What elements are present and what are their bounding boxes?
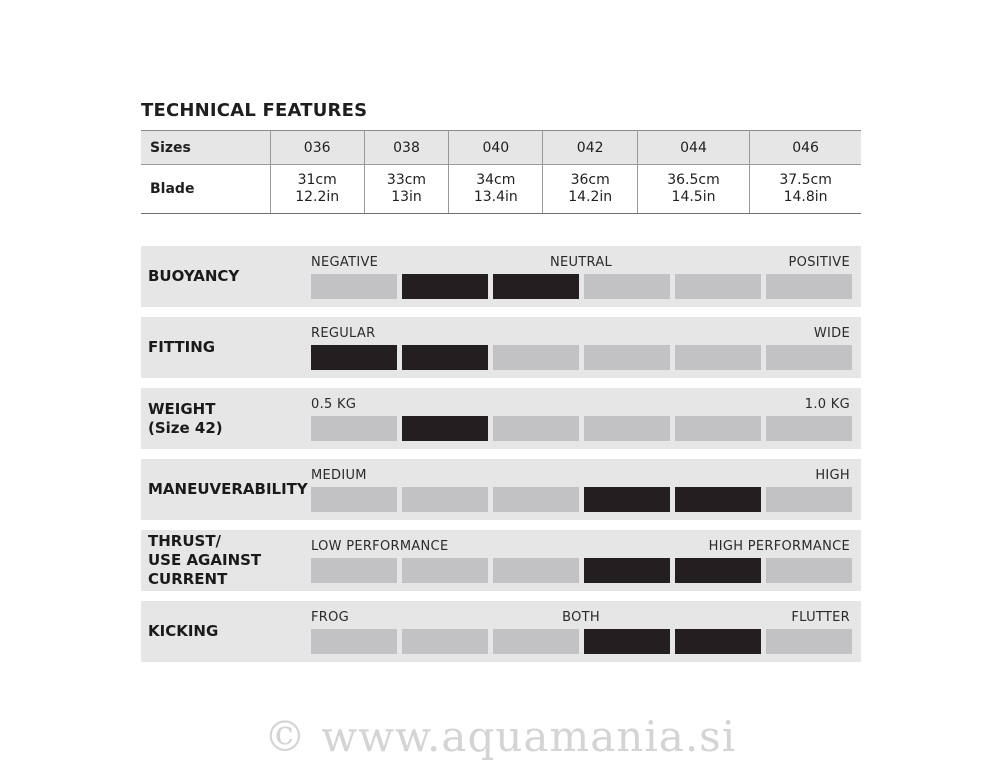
rating-scale <box>311 558 853 583</box>
feature-thrust <box>141 530 861 591</box>
watermark: © www.aquamania.si <box>263 712 737 761</box>
feature-label: THRUST/ USE AGAINST CURRENT <box>148 532 262 588</box>
rating-segment-empty <box>493 487 579 512</box>
blade-in: 14.8in <box>783 189 828 205</box>
rating-segment-filled <box>402 416 488 441</box>
scale-label-left: LOW PERFORMANCE <box>311 539 449 554</box>
blade-cm: 31cm <box>297 172 337 188</box>
rating-segment-filled <box>584 558 670 583</box>
rating-segment-empty <box>311 274 397 299</box>
rating-segment-empty <box>675 274 761 299</box>
rating-segment-empty <box>584 274 670 299</box>
rating-segment-filled <box>675 487 761 512</box>
feature-kicking <box>141 601 861 662</box>
blade-in: 14.5in <box>671 189 716 205</box>
rating-scale <box>311 274 853 299</box>
rating-segment-filled <box>584 629 670 654</box>
rating-segment-empty <box>675 416 761 441</box>
rating-segment-filled <box>402 345 488 370</box>
rating-segment-empty <box>493 345 579 370</box>
page-title: TECHNICAL FEATURES <box>141 100 368 121</box>
scale-label-right: POSITIVE <box>788 255 850 270</box>
rating-segment-filled <box>584 487 670 512</box>
blade-in: 14.2in <box>568 189 613 205</box>
blade-cell <box>449 165 543 214</box>
feature-fitting <box>141 317 861 378</box>
blade-cell <box>270 165 364 214</box>
feature-weight <box>141 388 861 449</box>
rating-scale <box>311 345 853 370</box>
scale-label-left: FROG <box>311 610 350 625</box>
rating-segment-empty <box>584 345 670 370</box>
rating-segment-empty <box>584 416 670 441</box>
rating-segment-empty <box>766 274 852 299</box>
rating-segment-empty <box>311 487 397 512</box>
rating-segment-filled <box>675 558 761 583</box>
rating-scale <box>311 487 853 512</box>
rating-segment-empty <box>493 558 579 583</box>
blade-row <box>141 165 861 214</box>
blade-cm: 37.5cm <box>779 172 832 188</box>
rating-segment-empty <box>311 629 397 654</box>
rating-segment-empty <box>402 629 488 654</box>
scale-label-center-text: NEUTRAL <box>549 255 613 270</box>
scale-label-right: HIGH PERFORMANCE <box>708 539 850 554</box>
rating-segment-empty <box>766 416 852 441</box>
rating-segment-empty <box>675 345 761 370</box>
feature-label: MANEUVERABILITY <box>148 480 308 498</box>
rating-segment-empty <box>311 558 397 583</box>
size-cell: 044 <box>637 131 749 165</box>
blade-cm: 33cm <box>386 172 427 188</box>
rating-segment-empty <box>493 416 579 441</box>
blade-row-label: Blade <box>141 165 270 214</box>
rating-segment-empty <box>766 345 852 370</box>
rating-segment-empty <box>766 487 852 512</box>
size-cell: 046 <box>750 131 861 165</box>
feature-label: KICKING <box>148 622 219 640</box>
size-cell: 038 <box>364 131 448 165</box>
blade-cm: 36.5cm <box>667 172 720 188</box>
blade-in: 13in <box>391 189 422 205</box>
rating-segment-empty <box>311 416 397 441</box>
technical-features-table <box>141 130 861 214</box>
rating-segment-empty <box>766 629 852 654</box>
rating-segment-filled <box>493 274 579 299</box>
scale-label-left: MEDIUM <box>311 468 367 483</box>
size-cell: 042 <box>543 131 637 165</box>
blade-cm: 36cm <box>570 172 610 188</box>
blade-cell <box>543 165 637 214</box>
scale-label-left: 0.5 KG <box>311 397 357 412</box>
scale-label-right: WIDE <box>813 326 850 341</box>
feature-label: WEIGHT (Size 42) <box>148 399 223 437</box>
rating-segment-filled <box>675 629 761 654</box>
blade-cm: 34cm <box>476 172 516 188</box>
rating-segment-filled <box>402 274 488 299</box>
scale-label-right: HIGH <box>815 468 850 483</box>
size-cell: 040 <box>449 131 543 165</box>
blade-in: 13.4in <box>473 189 518 205</box>
feature-label: FITTING <box>148 338 216 356</box>
sizes-row-label: Sizes <box>141 131 270 165</box>
rating-segment-filled <box>311 345 397 370</box>
feature-buoyancy <box>141 246 861 307</box>
blade-cell <box>364 165 448 214</box>
rating-segment-empty <box>493 629 579 654</box>
scale-label-right: FLUTTER <box>791 610 850 625</box>
scale-label-center-text: BOTH <box>562 610 600 625</box>
scale-label-left: REGULAR <box>311 326 376 341</box>
scale-label-right: 1.0 KG <box>804 397 850 412</box>
rating-segment-empty <box>402 487 488 512</box>
sizes-row <box>141 131 861 165</box>
feature-maneuverability <box>141 459 861 520</box>
rating-segment-empty <box>402 558 488 583</box>
size-cell: 036 <box>270 131 364 165</box>
blade-cell <box>637 165 749 214</box>
feature-label: BUOYANCY <box>148 267 240 285</box>
rating-scale <box>311 416 853 441</box>
blade-in: 12.2in <box>295 189 340 205</box>
rating-segment-empty <box>766 558 852 583</box>
blade-cell <box>750 165 861 214</box>
scale-label-left: NEGATIVE <box>311 255 379 270</box>
rating-scale <box>311 629 853 654</box>
